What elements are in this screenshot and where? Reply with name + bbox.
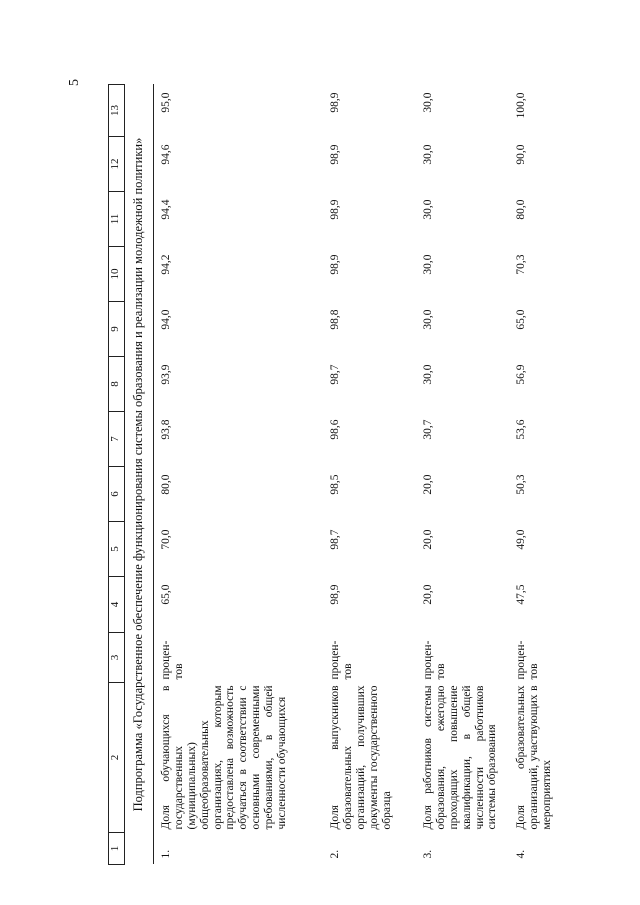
value-cell: 94,0 <box>160 309 172 330</box>
value-cell: 94,6 <box>160 144 172 165</box>
unit: процен-тов <box>329 640 354 680</box>
value-cell: 30,7 <box>422 419 434 440</box>
subprogram-row <box>125 85 154 865</box>
col-header: 3 <box>109 633 125 683</box>
col-header: 4 <box>109 577 125 633</box>
value-cell: 98,9 <box>329 144 341 165</box>
value-cell: 47,5 <box>515 584 527 605</box>
indicators-table <box>108 84 568 865</box>
unit: процен-тов <box>422 640 447 680</box>
row-number: 2. <box>329 849 341 859</box>
value-cell: 98,9 <box>329 199 341 220</box>
value-cell: 56,9 <box>515 364 527 385</box>
value-cell: 100,0 <box>515 92 527 119</box>
unit: процен-тов <box>160 640 185 680</box>
row-number: 3. <box>422 849 434 859</box>
col-header: 1 <box>109 833 125 865</box>
col-header: 10 <box>109 247 125 302</box>
value-cell: 20,0 <box>422 584 434 605</box>
value-cell: 80,0 <box>160 474 172 495</box>
col-header: 8 <box>109 357 125 412</box>
value-cell: 98,6 <box>329 419 341 440</box>
value-cell: 80,0 <box>515 199 527 220</box>
value-cell: 20,0 <box>422 529 434 550</box>
value-cell: 30,0 <box>422 254 434 275</box>
indicator-name: Доля образовательных организаций, участвующих в мероприятиях <box>515 685 553 830</box>
value-cell: 93,8 <box>160 419 172 440</box>
value-cell: 94,4 <box>160 199 172 220</box>
row-number: 4. <box>515 849 527 859</box>
table-row <box>416 85 509 865</box>
table-row <box>154 85 324 865</box>
col-header: 13 <box>109 85 125 137</box>
value-cell: 30,0 <box>422 199 434 220</box>
col-header: 6 <box>109 467 125 522</box>
value-cell: 49,0 <box>515 529 527 550</box>
value-cell: 98,9 <box>329 584 341 605</box>
page-number: 5 <box>67 79 82 86</box>
subprogram-title: Подпрограмма «Государственное обеспечение функционирования системы образования и реализации молодежной политики» <box>125 85 154 865</box>
value-cell: 30,0 <box>422 309 434 330</box>
value-cell: 98,9 <box>329 92 341 113</box>
col-header: 2 <box>109 683 125 833</box>
value-cell: 53,6 <box>515 419 527 440</box>
value-cell: 30,0 <box>422 92 434 113</box>
value-cell: 90,0 <box>515 144 527 165</box>
value-cell: 70,0 <box>160 529 172 550</box>
value-cell: 98,5 <box>329 474 341 495</box>
value-cell: 98,8 <box>329 309 341 330</box>
value-cell: 98,9 <box>329 254 341 275</box>
indicator-name: Доля выпускников образовательных организаций, получивших документы государственного образца <box>329 685 393 830</box>
table-row <box>323 85 416 865</box>
value-cell: 98,7 <box>329 529 341 550</box>
value-cell: 70,3 <box>515 254 527 275</box>
value-cell: 98,7 <box>329 364 341 385</box>
value-cell: 30,0 <box>422 144 434 165</box>
rotated-table-sheet <box>108 85 553 865</box>
col-header: 7 <box>109 412 125 467</box>
value-cell: 20,0 <box>422 474 434 495</box>
row-number: 1. <box>160 849 172 859</box>
value-cell: 65,0 <box>160 584 172 605</box>
value-cell: 65,0 <box>515 309 527 330</box>
table-row <box>509 85 568 865</box>
value-cell: 50,3 <box>515 474 527 495</box>
col-header: 11 <box>109 192 125 247</box>
value-cell: 93,9 <box>160 364 172 385</box>
unit: процен-тов <box>515 640 540 680</box>
indicator-name: Доля обучающихся в государственных (муниципальных) общеобразовательных организациях, которым предоставлена возможность обучаться в соответствии с основными современными требованиями, в общей численности обучающихся <box>160 685 288 830</box>
value-cell: 94,2 <box>160 254 172 275</box>
col-header: 5 <box>109 522 125 577</box>
value-cell: 30,0 <box>422 364 434 385</box>
col-header: 9 <box>109 302 125 357</box>
value-cell: 95,0 <box>160 92 172 113</box>
col-header: 12 <box>109 137 125 192</box>
column-number-header <box>109 85 125 865</box>
indicator-name: Доля работников системы образования, ежегодно проходящих повышение квалификации, в общей численности работников системы образования <box>422 685 499 830</box>
